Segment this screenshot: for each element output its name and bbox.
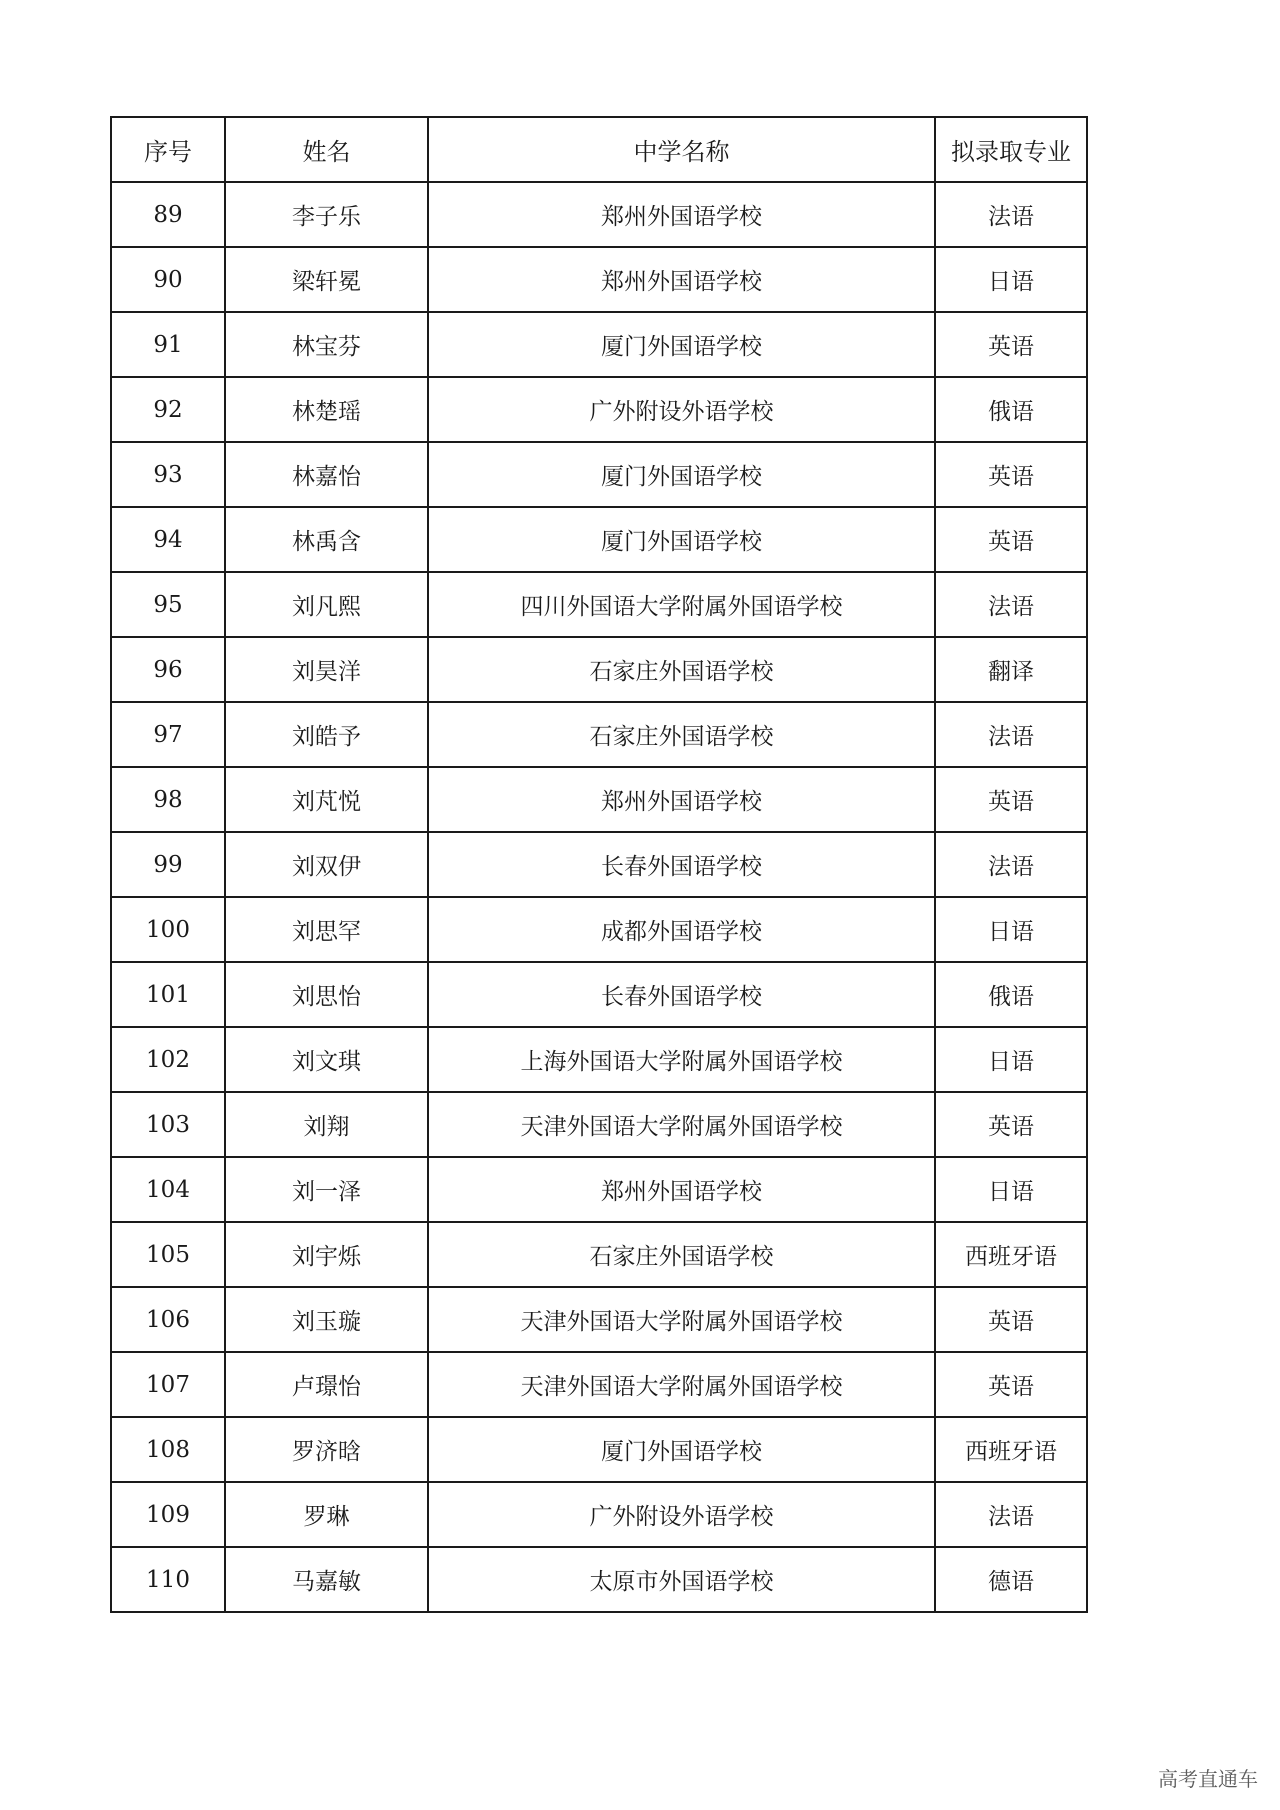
table-body	[111, 182, 1087, 1612]
cell-name: 卢璟怡	[225, 1352, 428, 1417]
cell-name: 刘昊洋	[225, 637, 428, 702]
cell-major: 法语	[935, 572, 1087, 637]
cell-name: 李子乐	[225, 182, 428, 247]
cell-school-name: 广外附设外语学校	[428, 1482, 935, 1547]
cell-major: 日语	[935, 1027, 1087, 1092]
cell-serial-number: 101	[111, 962, 225, 1027]
table-row	[111, 1352, 1087, 1417]
cell-major: 西班牙语	[935, 1417, 1087, 1482]
cell-school-name: 四川外国语大学附属外国语学校	[428, 572, 935, 637]
cell-school-name: 天津外国语大学附属外国语学校	[428, 1092, 935, 1157]
cell-name: 罗济晗	[225, 1417, 428, 1482]
cell-name: 刘双伊	[225, 832, 428, 897]
cell-major: 日语	[935, 247, 1087, 312]
cell-serial-number: 91	[111, 312, 225, 377]
cell-school-name: 石家庄外国语学校	[428, 637, 935, 702]
table-row	[111, 442, 1087, 507]
table-row	[111, 897, 1087, 962]
cell-major: 翻译	[935, 637, 1087, 702]
cell-major: 法语	[935, 182, 1087, 247]
table-row	[111, 572, 1087, 637]
cell-school-name: 厦门外国语学校	[428, 312, 935, 377]
cell-serial-number: 89	[111, 182, 225, 247]
cell-major: 英语	[935, 1352, 1087, 1417]
cell-serial-number: 98	[111, 767, 225, 832]
table-row	[111, 1482, 1087, 1547]
cell-name: 林嘉怡	[225, 442, 428, 507]
cell-major: 德语	[935, 1547, 1087, 1612]
table-row	[111, 767, 1087, 832]
cell-name: 梁轩冕	[225, 247, 428, 312]
watermark-text: 高考直通车	[1158, 1767, 1258, 1791]
header-school-name: 中学名称	[428, 117, 935, 182]
cell-serial-number: 97	[111, 702, 225, 767]
table-row	[111, 1027, 1087, 1092]
table-row	[111, 377, 1087, 442]
cell-serial-number: 108	[111, 1417, 225, 1482]
cell-name: 林楚瑶	[225, 377, 428, 442]
cell-serial-number: 106	[111, 1287, 225, 1352]
cell-school-name: 长春外国语学校	[428, 962, 935, 1027]
cell-major: 英语	[935, 507, 1087, 572]
cell-school-name: 太原市外国语学校	[428, 1547, 935, 1612]
cell-major: 英语	[935, 767, 1087, 832]
cell-serial-number: 99	[111, 832, 225, 897]
cell-serial-number: 105	[111, 1222, 225, 1287]
cell-name: 刘宇烁	[225, 1222, 428, 1287]
table-row	[111, 1547, 1087, 1612]
cell-name: 刘芃悦	[225, 767, 428, 832]
cell-major: 日语	[935, 1157, 1087, 1222]
cell-major: 法语	[935, 702, 1087, 767]
cell-major: 英语	[935, 312, 1087, 377]
cell-serial-number: 104	[111, 1157, 225, 1222]
cell-major: 法语	[935, 832, 1087, 897]
cell-school-name: 郑州外国语学校	[428, 247, 935, 312]
cell-school-name: 郑州外国语学校	[428, 767, 935, 832]
cell-major: 法语	[935, 1482, 1087, 1547]
cell-name: 林宝芬	[225, 312, 428, 377]
cell-serial-number: 100	[111, 897, 225, 962]
cell-school-name: 石家庄外国语学校	[428, 702, 935, 767]
cell-major: 日语	[935, 897, 1087, 962]
table-row	[111, 1157, 1087, 1222]
cell-school-name: 天津外国语大学附属外国语学校	[428, 1287, 935, 1352]
table-row	[111, 312, 1087, 377]
cell-school-name: 上海外国语大学附属外国语学校	[428, 1027, 935, 1092]
cell-school-name: 天津外国语大学附属外国语学校	[428, 1352, 935, 1417]
table-row	[111, 962, 1087, 1027]
table-row	[111, 247, 1087, 312]
cell-school-name: 郑州外国语学校	[428, 1157, 935, 1222]
table-row	[111, 1287, 1087, 1352]
table-row	[111, 702, 1087, 767]
cell-serial-number: 94	[111, 507, 225, 572]
cell-serial-number: 96	[111, 637, 225, 702]
cell-serial-number: 102	[111, 1027, 225, 1092]
cell-name: 刘凡熙	[225, 572, 428, 637]
cell-name: 林禹含	[225, 507, 428, 572]
cell-serial-number: 93	[111, 442, 225, 507]
cell-name: 刘翔	[225, 1092, 428, 1157]
cell-serial-number: 92	[111, 377, 225, 442]
cell-school-name: 成都外国语学校	[428, 897, 935, 962]
cell-name: 刘一泽	[225, 1157, 428, 1222]
cell-serial-number: 110	[111, 1547, 225, 1612]
cell-major: 英语	[935, 442, 1087, 507]
cell-serial-number: 103	[111, 1092, 225, 1157]
cell-major: 俄语	[935, 377, 1087, 442]
cell-school-name: 郑州外国语学校	[428, 182, 935, 247]
cell-school-name: 广外附设外语学校	[428, 377, 935, 442]
cell-major: 英语	[935, 1092, 1087, 1157]
table-row	[111, 1092, 1087, 1157]
header-serial-number: 序号	[111, 117, 225, 182]
table-row	[111, 637, 1087, 702]
cell-serial-number: 90	[111, 247, 225, 312]
cell-serial-number: 107	[111, 1352, 225, 1417]
header-major: 拟录取专业	[935, 117, 1087, 182]
cell-school-name: 石家庄外国语学校	[428, 1222, 935, 1287]
cell-name: 马嘉敏	[225, 1547, 428, 1612]
cell-school-name: 厦门外国语学校	[428, 507, 935, 572]
cell-name: 刘玉璇	[225, 1287, 428, 1352]
cell-school-name: 长春外国语学校	[428, 832, 935, 897]
cell-serial-number: 109	[111, 1482, 225, 1547]
table-row	[111, 1222, 1087, 1287]
cell-school-name: 厦门外国语学校	[428, 1417, 935, 1482]
header-name: 姓名	[225, 117, 428, 182]
cell-name: 刘思怡	[225, 962, 428, 1027]
cell-major: 英语	[935, 1287, 1087, 1352]
table-row	[111, 1417, 1087, 1482]
cell-name: 刘文琪	[225, 1027, 428, 1092]
table-row	[111, 507, 1087, 572]
cell-serial-number: 95	[111, 572, 225, 637]
cell-major: 西班牙语	[935, 1222, 1087, 1287]
admission-table	[110, 116, 1088, 1613]
cell-name: 罗琳	[225, 1482, 428, 1547]
table-row	[111, 832, 1087, 897]
cell-major: 俄语	[935, 962, 1087, 1027]
cell-name: 刘思罕	[225, 897, 428, 962]
table-header-row	[111, 117, 1087, 182]
table-row	[111, 182, 1087, 247]
cell-name: 刘皓予	[225, 702, 428, 767]
cell-school-name: 厦门外国语学校	[428, 442, 935, 507]
